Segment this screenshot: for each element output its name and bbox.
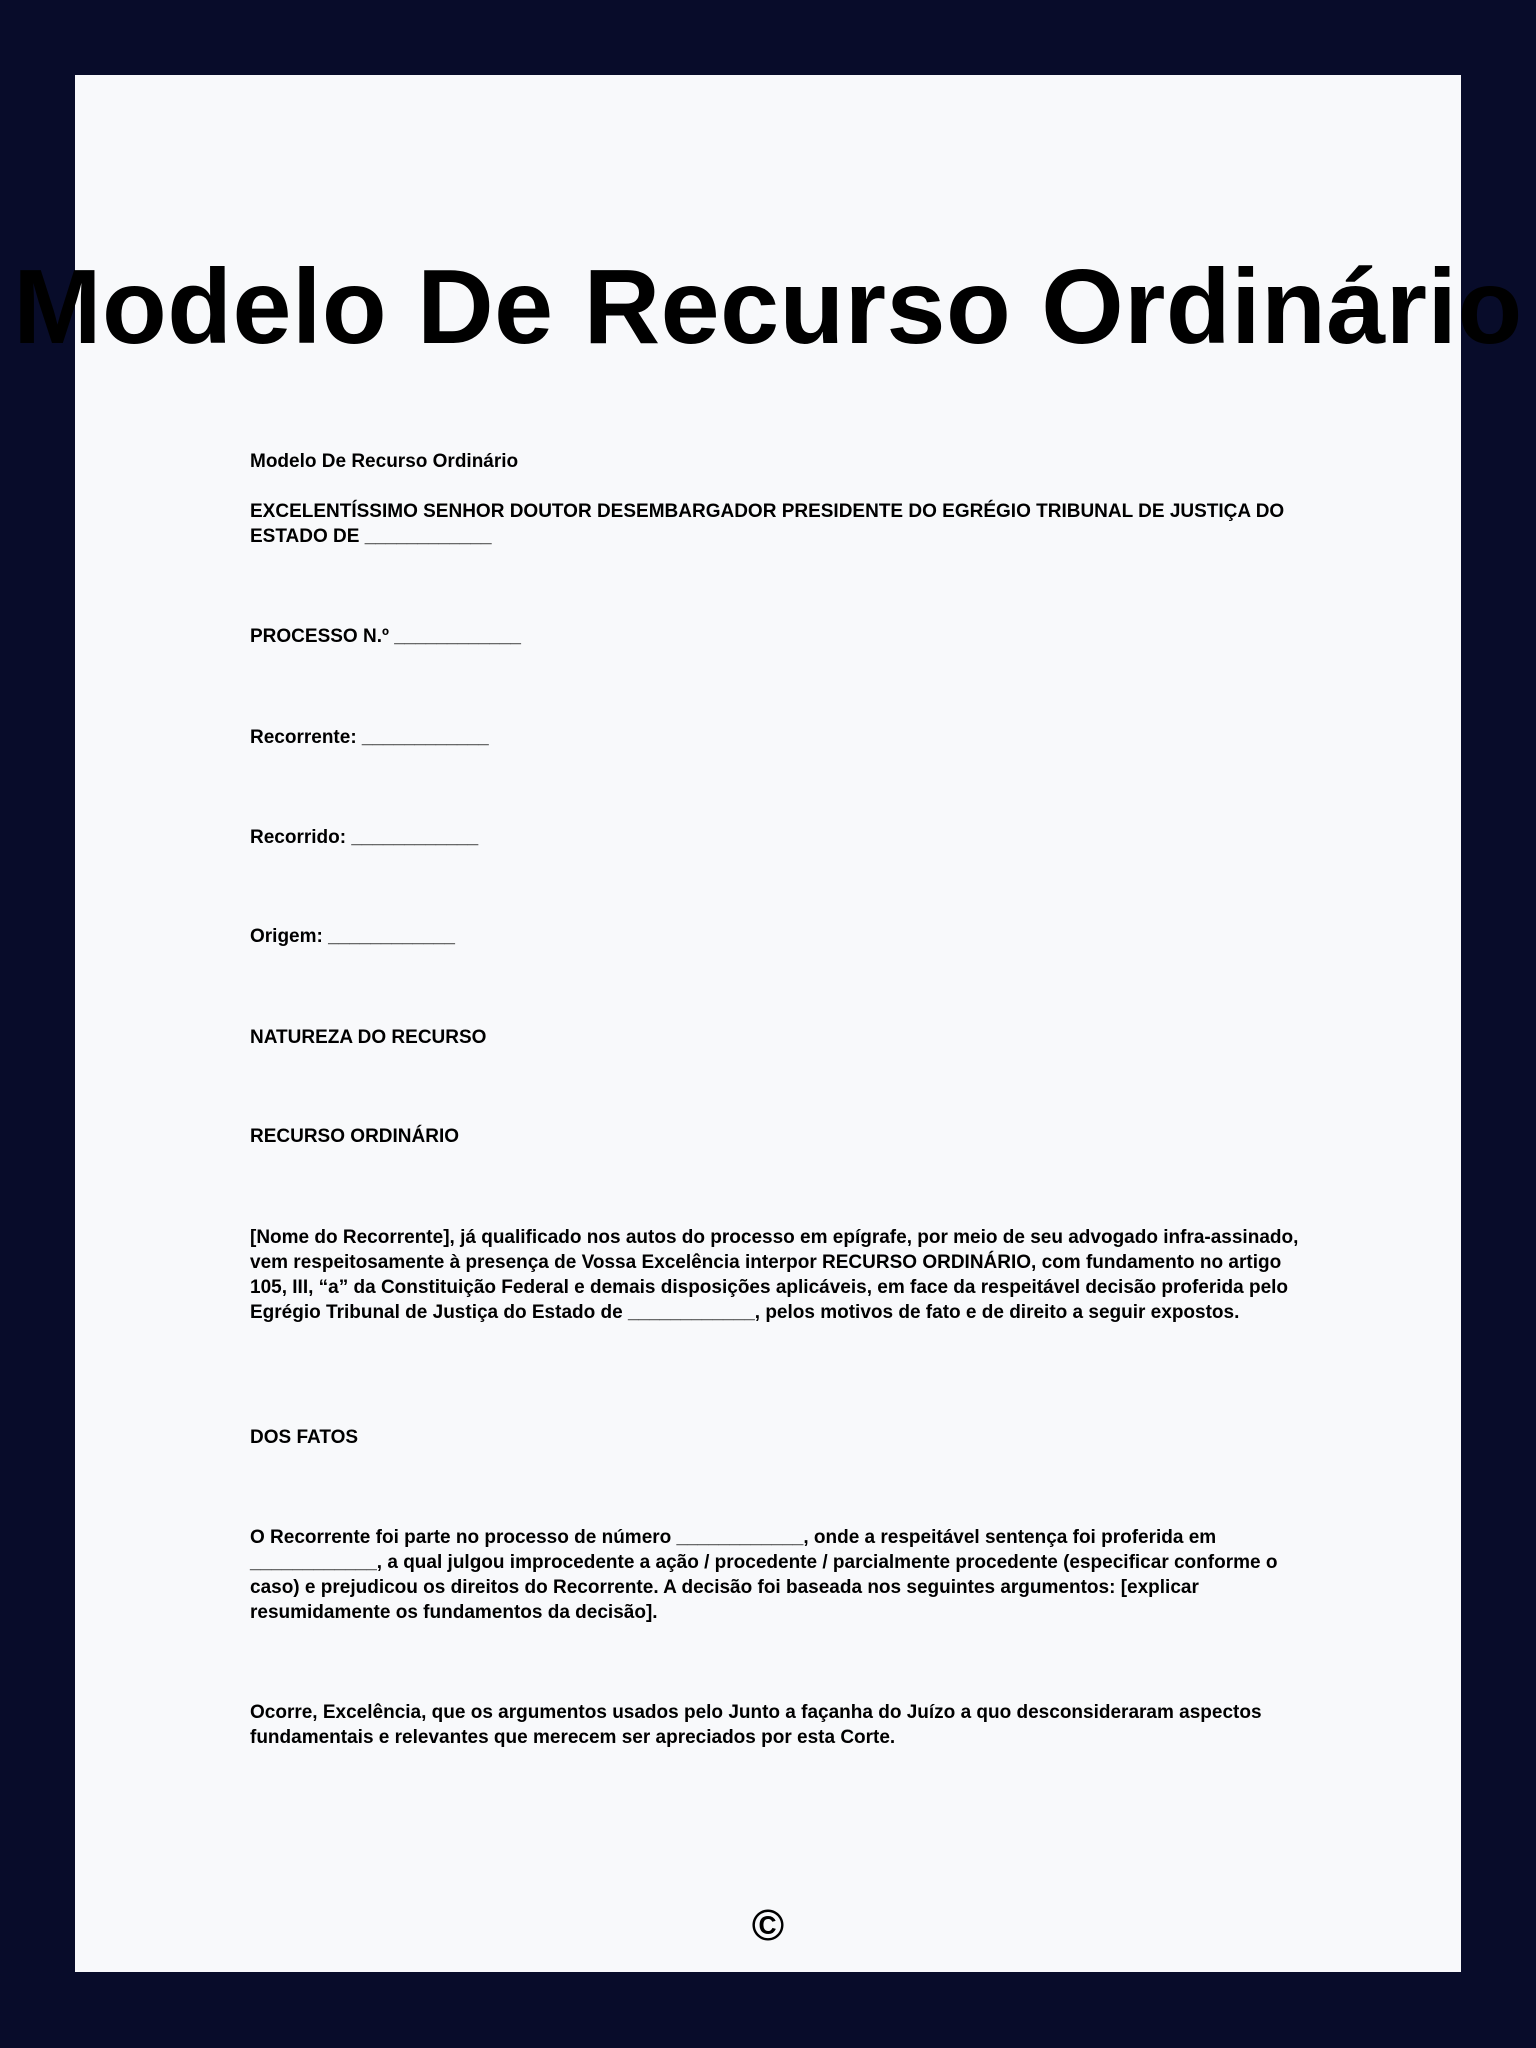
fatos-heading: DOS FATOS — [250, 1427, 359, 1448]
recorrido-field: Recorrido: ____________ — [250, 827, 479, 848]
fatos-paragraph-1: O Recorrente foi parte no processo de número ____________, onde a respeitável sentença foi proferida em ____________, a qual julgou improcedente a ação / procedente / parcialmente procedente (especificar conforme o caso) e prejudicou os direitos do Recorrente. A decisão foi baseada nos seguintes argumentos: [explicar resumidamente os fundamentos da decisão]. — [250, 1527, 1278, 1623]
copyright-icon: © — [751, 1901, 785, 1950]
natureza-heading: NATUREZA DO RECURSO — [250, 1027, 487, 1048]
addressee: EXCELENTÍSSIMO SENHOR DOUTOR DESEMBARGADOR PRESIDENTE DO EGRÉGIO TRIBUNAL DE JUSTIÇA DO ESTADO DE ____________ — [250, 501, 1285, 547]
origem-field: Origem: ____________ — [250, 926, 455, 947]
fatos-paragraph-2: Ocorre, Excelência, que os argumentos usados pelo Junto a façanha do Juízo a quo desconsideraram aspectos fundamentais e relevantes que merecem ser apreciados por esta Corte. — [250, 1702, 1262, 1748]
page-title: Modelo De Recurso Ordinário — [13, 248, 1523, 366]
intro-paragraph: [Nome do Recorrente], já qualificado nos autos do processo em epígrafe, por meio de seu advogado infra-assinado, vem respeitosamente à presença de Vossa Excelência interpor RECURSO ORDINÁRIO, com fundamento no artigo 105, III, “a” da Constituição Federal e demais disposições aplicáveis, em face da respeitável decisão proferida pelo Egrégio Tribunal de Justiça do Estado de ____________, pelos motivos de fato e de direito a seguir expostos. — [250, 1227, 1299, 1323]
document-heading: Modelo De Recurso Ordinário — [250, 451, 519, 472]
processo-field: PROCESSO N.º ____________ — [250, 626, 521, 647]
recorrente-field: Recorrente: ____________ — [250, 727, 489, 748]
natureza-value: RECURSO ORDINÁRIO — [250, 1126, 460, 1147]
